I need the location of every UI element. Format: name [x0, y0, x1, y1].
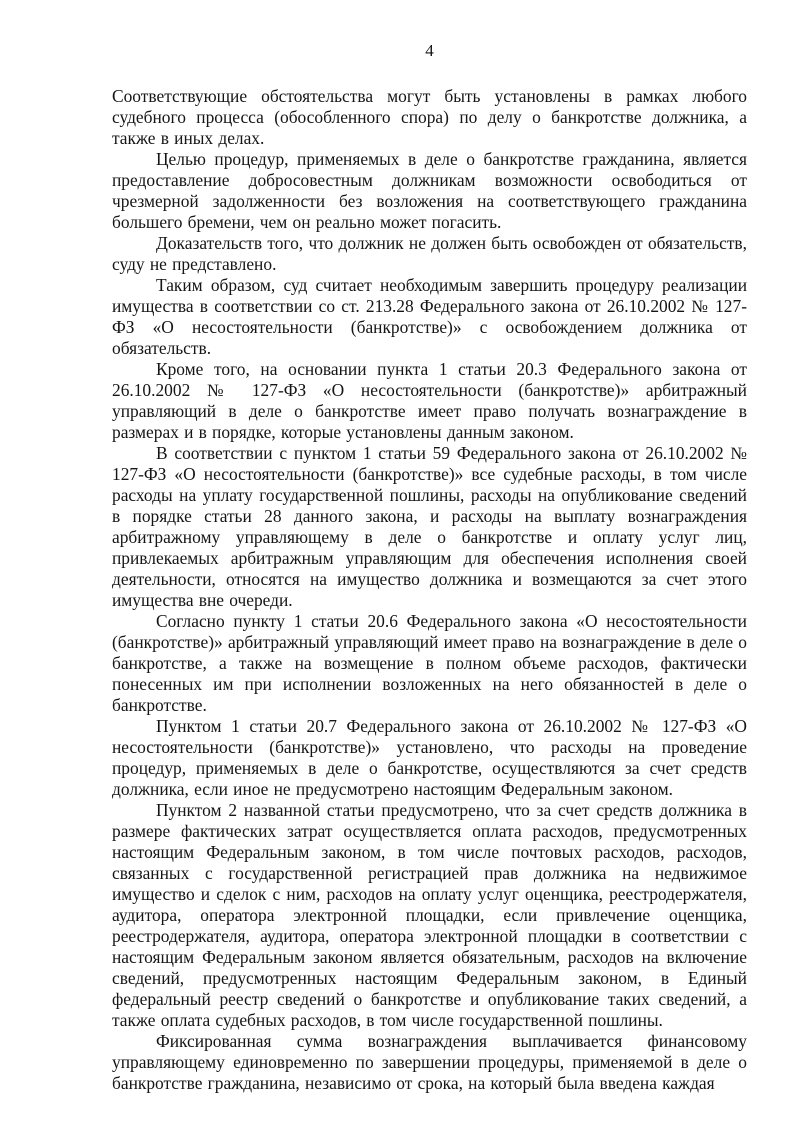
document-body [112, 86, 747, 1094]
paragraph: Таким образом, суд считает необходимым завершить процедуру реализации имущества в соответствии со ст. 213.28 Федерального закона от 26.10.2002 № 127-ФЗ «О несостоятельности (банкротстве)» с освобождением должника от обязательств. [112, 275, 747, 358]
paragraph: Соответствующие обстоятельства могут быть установлены в рамках любого судебного процесса (обособленного спора) по делу о банкротстве должника, а также в иных делах. [112, 86, 747, 148]
paragraph: Согласно пункту 1 статьи 20.6 Федерального закона «О несостоятельности (банкротстве)» арбитражный управляющий имеет право на вознаграждение в деле о банкротстве, а также на возмещение в полном объеме расходов, фактически понесенных им при исполнении возложенных на него обязанностей в деле о банкротстве. [112, 611, 747, 715]
paragraph: Целью процедур, применяемых в деле о банкротстве гражданина, является предоставление добросовестным должникам возможности освободиться от чрезмерной задолженности без возложения на соответствующего гражданина большего бремени, чем он реально может погасить. [112, 149, 747, 232]
paragraph: Кроме того, на основании пункта 1 статьи 20.3 Федерального закона от 26.10.2002 № 127-ФЗ «О несостоятельности (банкротстве)» арбитражный управляющий в деле о банкротстве имеет право получать вознаграждение в размерах и в порядке, которые установлены данным законом. [112, 359, 747, 442]
paragraph: Доказательств того, что должник не должен быть освобожден от обязательств, суду не представлено. [112, 233, 747, 274]
paragraph: Фиксированная сумма вознаграждения выплачивается финансовому управляющему единовременно по завершении процедуры, применяемой в деле о банкротстве гражданина, независимо от срока, на который была введена каждая [112, 1031, 747, 1093]
paragraph: Пунктом 1 статьи 20.7 Федерального закона от 26.10.2002 № 127-ФЗ «О несостоятельности (банкротстве)» установлено, что расходы на проведение процедур, применяемых в деле о банкротстве, осуществляются за счет средств должника, если иное не предусмотрено настоящим Федеральным законом. [112, 716, 747, 799]
paragraph: В соответствии с пунктом 1 статьи 59 Федерального закона от 26.10.2002 № 127-ФЗ «О несостоятельности (банкротстве)» все судебные расходы, в том числе расходы на уплату государственной пошлины, расходы на опубликование сведений в порядке статьи 28 данного закона, и расходы на выплату вознаграждения арбитражному управляющему в деле о банкротстве и оплату услуг лиц, привлекаемых арбитражным управляющим для обеспечения исполнения своей деятельности, относятся на имущество должника и возмещаются за счет этого имущества вне очереди. [112, 443, 747, 610]
page-number: 4 [425, 41, 434, 60]
paragraph: Пунктом 2 названной статьи предусмотрено, что за счет средств должника в размере фактических затрат осуществляется оплата расходов, предусмотренных настоящим Федеральным законом, в том числе почтовых расходов, расходов, связанных с государственной регистрацией прав должника на недвижимое имущество и сделок с ним, расходов на оплату услуг оценщика, реестродержателя, аудитора, оператора электронной площадки, если привлечение оценщика, реестродержателя, аудитора, оператора электронной площадки в соответствии с настоящим Федеральным законом является обязательным, расходов на включение сведений, предусмотренных настоящим Федеральным законом, в Единый федеральный реестр сведений о банкротстве и опубликование таких сведений, а также оплата судебных расходов, в том числе государственной пошлины. [112, 800, 747, 1030]
